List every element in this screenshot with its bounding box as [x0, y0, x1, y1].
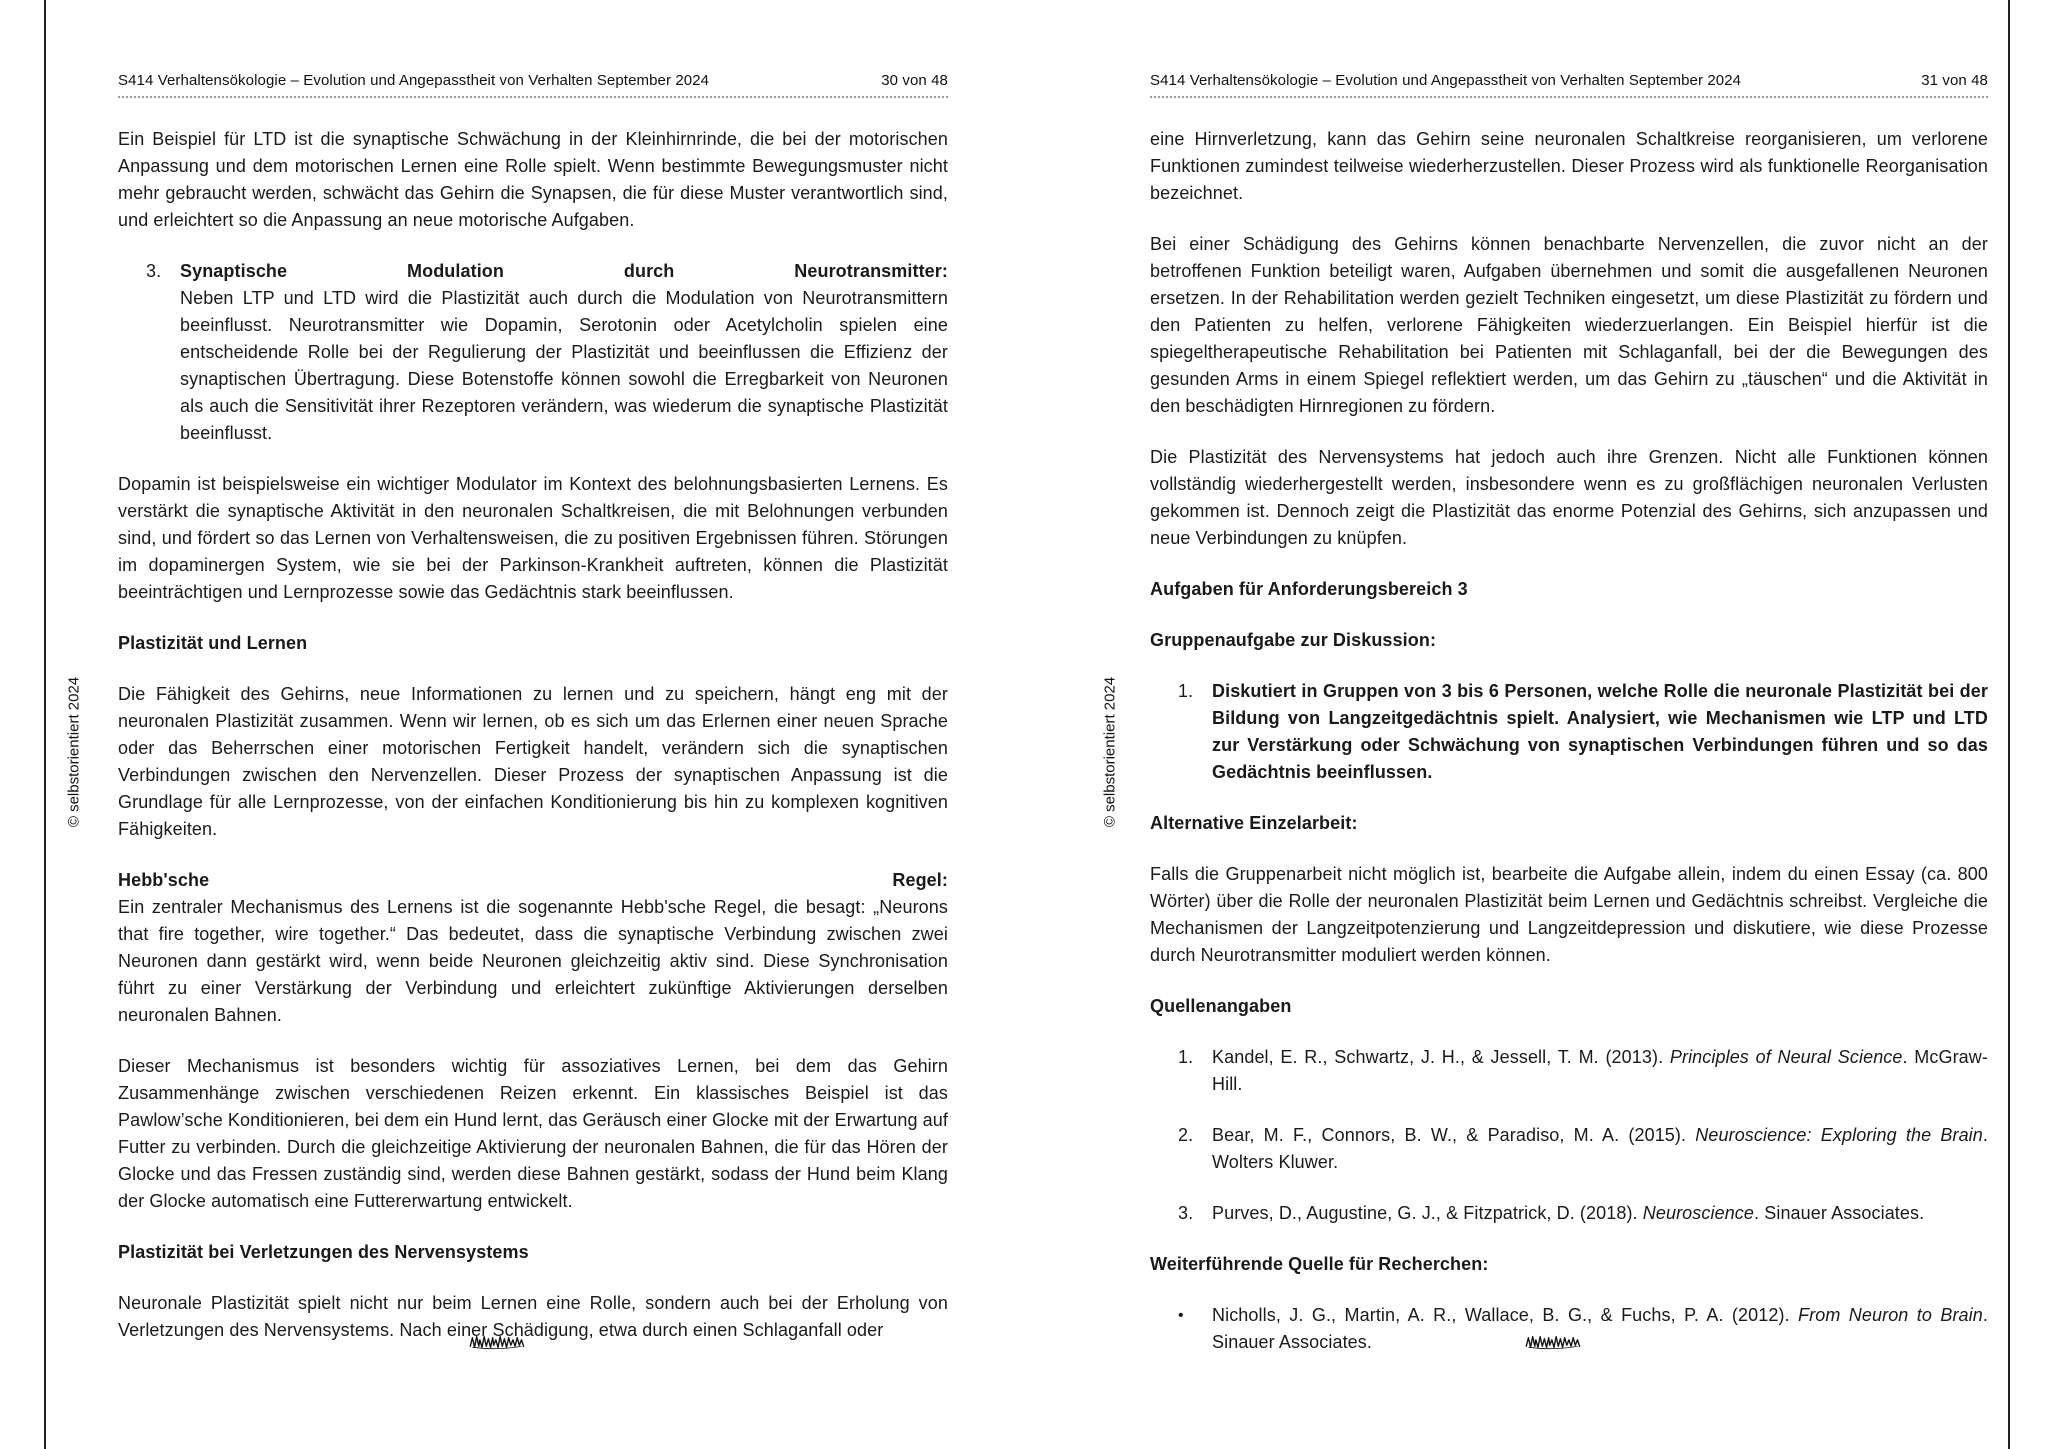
list-number: 3. [146, 261, 162, 281]
page-header [118, 72, 948, 98]
page-header-title: S414 Verhaltensökologie – Evolution und Angepasstheit von Verhalten September 2024 [1150, 72, 1742, 89]
signature-scribble-icon [466, 1330, 530, 1354]
section-heading: Quellenangaben [1150, 996, 1292, 1016]
page-header-title: S414 Verhaltensökologie – Evolution und Angepasstheit von Verhalten September 2024 [118, 72, 710, 89]
list-number: 1. [1178, 681, 1194, 701]
list-number: 3. [1178, 1203, 1194, 1223]
paragraph: Neuronale Plastizität spielt nicht nur beim Lernen eine Rolle, sondern auch bei der Erholung von Verletzungen des Nervensystems. Nach einer Schädigung, etwa durch einen Schlaganfall oder [118, 1293, 948, 1340]
paragraph: eine Hirnverletzung, kann das Gehirn seine neuronalen Schaltkreise reorganisieren, um verlorene Funktionen zumindest teilweise wiederherzustellen. Dieser Prozess wird als funktionelle Reorganisation bezeichnet. [1150, 129, 1988, 203]
page-number: 30 von 48 [881, 72, 948, 89]
page-edge-line-left [44, 0, 46, 1449]
page-31 [1150, 72, 1988, 1380]
copyright-vertical-text: © selbstorientiert 2024 [65, 676, 83, 828]
numbered-item: 3. Synaptische Modulation durch Neurotransmitter: Neben LTP und LTD wird die Plastizität auch durch die Modulation von Neurotransmittern beeinflusst. Neurotransmitter wie Dopamin, Serotonin oder Acetylcholin spielen eine entscheidende Rolle bei der Regulierung der Plastizität und beeinflussen die Effizienz der synaptischen Übertragung. Diese Botenstoffe können sowohl die Erregbarkeit von Neuronen als auch die Sensitivität ihrer Rezeptoren verändern, was wiederum die synaptische Plastizität beeinflusst. [118, 258, 948, 447]
list-number: 2. [1178, 1125, 1194, 1145]
page-number: 31 von 48 [1921, 72, 1988, 89]
bullet-marker: • [1178, 1307, 1184, 1324]
page-content [118, 126, 948, 1344]
paragraph-with-spread-heading: Hebb'sche Regel: Ein zentraler Mechanismus des Lernens ist die sogenannte Hebb'sche Regel, die besagt: „Neurons that fire together, wire together.“ Das bedeutet, dass die synaptische Verbindung zwischen zwei Neuronen dann gestärkt wird, wenn beide Neuronen gleichzeitig aktiv sind. Diese Synchronisation führt zu einer Verstärkung der Verbindung und erleichtert zukünftige Aktivierungen derselben neuronalen Bahnen. [118, 867, 948, 1029]
page-edge-line-right [2008, 0, 2010, 1449]
page-content [1150, 126, 1988, 1356]
list-number: 1. [1178, 1047, 1194, 1067]
section-heading: Plastizität und Lernen [118, 633, 308, 653]
paragraph: Die Plastizität des Nervensystems hat jedoch auch ihre Grenzen. Nicht alle Funktionen können vollständig wiederhergestellt werden, insbesondere wenn es zu großflächigen neuronalen Verlusten gekommen ist. Dennoch zeigt die Plastizität das enorme Potenzial des Gehirns, sich anzupassen und neue Verbindungen zu knüpfen. [1150, 447, 1988, 548]
paragraph: Ein Beispiel für LTD ist die synaptische Schwächung in der Kleinhirnrinde, die bei der motorischen Anpassung und dem motorischen Lernen eine Rolle spielt. Wenn bestimmte Bewegungsmuster nicht mehr gebraucht werden, schwächt das Gehirn die Synapsen, die für diese Muster verantwortlich sind, und erleichtert so die Anpassung an neue motorische Aufgaben. [118, 129, 948, 230]
reference-item: 2. Bear, M. F., Connors, B. W., & Paradiso, M. A. (2015). Neuroscience: Exploring the Brain. Wolters Kluwer. [1150, 1122, 1988, 1176]
paragraph: Die Fähigkeit des Gehirns, neue Informationen zu lernen und zu speichern, hängt eng mit der neuronalen Plastizität zusammen. Wenn wir lernen, ob es sich um das Erlernen einer neuen Sprache oder das Beherrschen einer motorischen Fertigkeit handelt, verändern sich die synaptischen Verbindungen zwischen den Nervenzellen. Dieser Prozess der synaptischen Anpassung ist die Grundlage für alle Lernprozesse, von der einfachen Konditionierung bis hin zu komplexen kognitiven Fähigkeiten. [118, 684, 948, 839]
paragraph: Bei einer Schädigung des Gehirns können benachbarte Nervenzellen, die zuvor nicht an der betroffenen Funktion beteiligt waren, Aufgaben übernehmen und somit die ausgefallenen Neuronen ersetzen. In der Rehabilitation werden gezielt Techniken eingesetzt, um diese Plastizität zu fördern und den Patienten zu helfen, verlorene Fähigkeiten wiederzuerlangen. Ein Beispiel hierfür ist die spiegeltherapeutische Rehabilitation bei Patienten mit Schlaganfall, bei der die Bewegungen des gesunden Arms in einem Spiegel reflektiert werden, um das Gehirn zu „täuschen“ und die Aktivität in den beschädigten Hirnregionen zu fördern. [1150, 234, 1988, 416]
paragraph: Dopamin ist beispielsweise ein wichtiger Modulator im Kontext des belohnungsbasierten Lernens. Es verstärkt die synaptische Aktivität in den neuronalen Schaltkreisen, die mit Belohnungen verbunden sind, und fördert so das Lernen von Verhaltensweisen, die zu positiven Ergebnissen führen. Störungen im dopaminergen System, wie sie bei der Parkinson-Krankheit auftreten, können die Plastizität beeinträchtigen und Lernprozesse sowie das Gedächtnis stark beeinflussen. [118, 474, 948, 602]
signature-scribble-icon [1522, 1330, 1586, 1354]
reference-item: 3. Purves, D., Augustine, G. J., & Fitzpatrick, D. (2018). Neuroscience. Sinauer Associates. [1150, 1200, 1988, 1227]
numbered-item: 1. Diskutiert in Gruppen von 3 bis 6 Personen, welche Rolle die neuronale Plastizität bei der Bildung von Langzeitgedächtnis spielt. Analysiert, wie Mechanismen wie LTP und LTD zur Verstärkung oder Schwächung von synaptischen Verbindungen führen und so das Gedächtnis beeinflussen. [1150, 678, 1988, 786]
spread-heading: Synaptische Modulation durch Neurotransmitter: [180, 261, 948, 281]
page-header [1150, 72, 1988, 98]
reference-item: 1. Kandel, E. R., Schwartz, J. H., & Jessell, T. M. (2013). Principles of Neural Science. McGraw-Hill. [1150, 1044, 1988, 1098]
section-heading: Plastizität bei Verletzungen des Nervensystems [118, 1242, 529, 1262]
page-30 [118, 72, 948, 1368]
spread-heading: Hebb'sche Regel: [118, 870, 948, 890]
section-heading: Weiterführende Quelle für Recherchen: [1150, 1254, 1489, 1274]
section-heading: Aufgaben für Anforderungsbereich 3 [1150, 579, 1468, 599]
section-heading: Alternative Einzelarbeit: [1150, 813, 1358, 833]
paragraph: Falls die Gruppenarbeit nicht möglich ist, bearbeite die Aufgabe allein, indem du einen Essay (ca. 800 Wörter) über die Rolle der neuronalen Plastizität beim Lernen und Gedächtnis schreibst. Vergleiche die Mechanismen der Langzeitpotenzierung und Langzeitdepression und diskutiere, wie diese Prozesse durch Neurotransmitter moduliert werden können. [1150, 864, 1988, 965]
bullet-item: • Nicholls, J. G., Martin, A. R., Wallace, B. G., & Fuchs, P. A. (2012). From Neuron to Brain. Sinauer Associates. [1150, 1302, 1988, 1356]
section-heading: Gruppenaufgabe zur Diskussion: [1150, 630, 1437, 650]
copyright-vertical-text: © selbstorientiert 2024 [1101, 676, 1119, 828]
paragraph: Dieser Mechanismus ist besonders wichtig für assoziatives Lernen, bei dem das Gehirn Zusammenhänge zwischen verschiedenen Reizen erkennt. Ein klassisches Beispiel ist das Pawlow’sche Konditionieren, bei dem ein Hund lernt, das Geräusch einer Glocke mit der Erwartung auf Futter zu verbinden. Durch die gleichzeitige Aktivierung der neuronalen Bahnen, die für das Hören der Glocke und das Fressen zuständig sind, werden diese Bahnen gestärkt, sodass der Hund beim Klang der Glocke automatisch eine Futtererwartung entwickelt. [118, 1056, 948, 1211]
